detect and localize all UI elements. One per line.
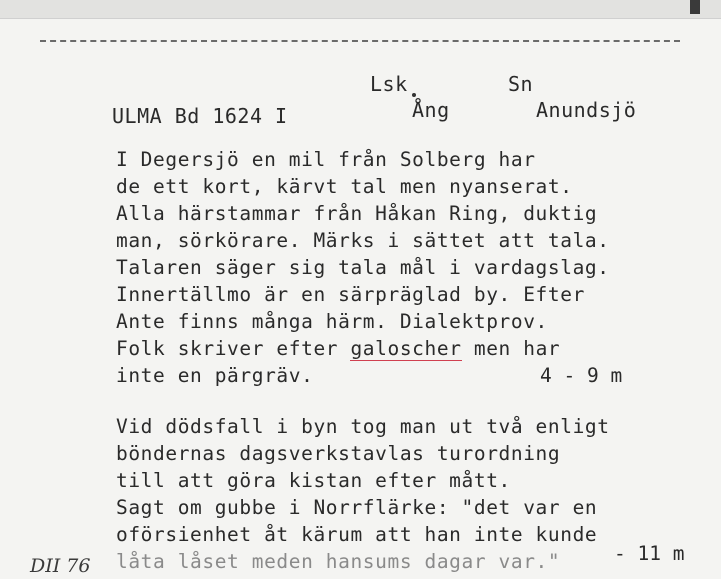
text-line: Talaren säger sig tala mål i vardagslag.	[116, 256, 610, 279]
text-line: I Degersjö en mil från Solberg har	[116, 148, 536, 171]
text-line	[116, 337, 560, 360]
text-line: böndernas dagsverkstavlas turordning	[116, 442, 561, 465]
header-ang: Ång	[412, 98, 450, 122]
card-top-edge	[690, 0, 700, 14]
text-line: Innertällmo är en särpräglad by. Efter	[116, 283, 585, 306]
text-line: inte en pärgräv.	[116, 364, 314, 387]
header-ulma: ULMA Bd 1624 I	[112, 104, 288, 128]
text-line: Sagt om gubbe i Norrflärke: "det var en	[116, 496, 598, 519]
reference-mark-last: - 11 m	[614, 542, 685, 565]
text-line: till att göra kistan efter mått.	[116, 469, 511, 492]
line8-start: Folk skriver efter	[116, 337, 339, 360]
text-line: oförsienhet åt kärum att han inte kunde	[116, 523, 598, 546]
underlined-word: galoscher	[350, 337, 462, 360]
text-line: Alla härstammar från Håkan Ring, duktig	[116, 202, 598, 225]
header-dot	[412, 93, 416, 97]
text-line-faded: låta låset meden hansums dagar var."	[116, 550, 561, 573]
header-lsk: Lsk	[370, 72, 408, 96]
text-line: de ett kort, kärvt tal men nyanserat.	[116, 175, 573, 198]
line8-tail: men har	[473, 337, 561, 360]
text-line: Ante finns många härm. Dialektprov.	[116, 310, 548, 333]
card-top-strip	[0, 0, 721, 19]
header-anundsjo: Anundsjö	[536, 98, 637, 122]
text-line: Vid dödsfall i byn tog man ut två enligt	[116, 415, 610, 438]
reference-mark: 4 - 9 m	[540, 364, 623, 387]
header-sn: Sn	[508, 72, 534, 96]
margin-note: DII 76	[30, 555, 91, 577]
header-rule	[40, 40, 680, 42]
text-line: man, sörkörare. Märks i sättet att tala.	[116, 229, 610, 252]
